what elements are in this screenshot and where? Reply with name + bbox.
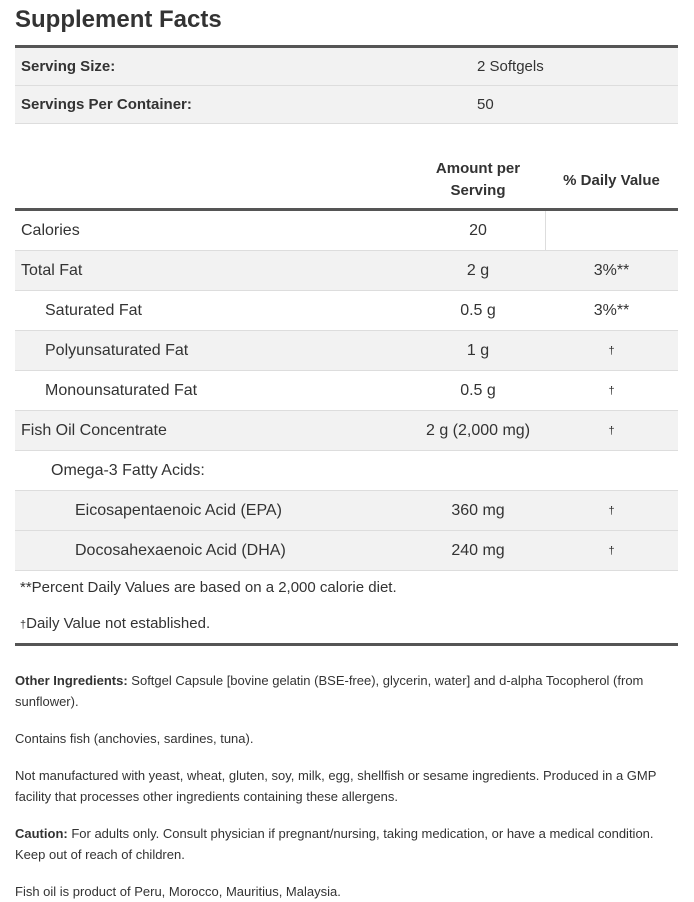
page-title: Supplement Facts — [15, 6, 222, 33]
nutrient-dv: † — [608, 544, 615, 557]
nutrient-name: Fish Oil Concentrate — [21, 421, 167, 439]
footnote-divider — [15, 643, 678, 646]
caution-label: Caution: — [15, 826, 68, 841]
other-ingredients-note — [15, 670, 678, 712]
serving-size-label: Serving Size: — [21, 58, 116, 75]
nutrient-dv — [545, 211, 679, 250]
other-ingredients-text: Softgel Capsule [bovine gelatin (BSE-free), glycerin, water] and d-alpha Tocopherol (from sunflower). — [15, 673, 644, 709]
nutrient-amount: 2 g (2,000 mg) — [425, 421, 531, 439]
nutrient-name: Omega-3 Fatty Acids: — [51, 461, 205, 479]
table-row — [15, 251, 678, 291]
percent-dv-footnote: **Percent Daily Values are based on a 2,000 calorie diet. — [20, 579, 397, 596]
nutrient-amount: 0.5 g — [460, 301, 496, 319]
dagger-footnote-text: Daily Value not established. — [26, 615, 211, 632]
nutrient-name: Docosahexaenoic Acid (DHA) — [75, 541, 286, 559]
nutrient-amount: 2 g — [466, 261, 490, 279]
nutrient-amount: 1 g — [466, 341, 490, 359]
nutrient-name: Saturated Fat — [45, 301, 142, 319]
table-header — [15, 152, 678, 208]
table-row — [15, 531, 678, 571]
allergens-note: Not manufactured with yeast, wheat, gluten, soy, milk, egg, shellfish or sesame ingredients. Produced in a GMP facility that processes other ingredients containing these allergens. — [15, 768, 657, 804]
origin-note: Fish oil is product of Peru, Morocco, Mauritius, Malaysia. — [15, 884, 341, 899]
nutrient-dv: † — [608, 384, 615, 397]
nutrient-amount: 360 mg — [451, 501, 505, 519]
table-row — [15, 211, 678, 251]
nutrient-name: Monounsaturated Fat — [45, 381, 198, 399]
serving-size-value: 2 Softgels — [477, 58, 544, 75]
serving-size-row — [15, 48, 678, 86]
servings-per-container-row — [15, 86, 678, 124]
amount-per-serving-header: Amount per Serving — [435, 160, 521, 199]
nutrient-amount: 20 — [469, 221, 487, 239]
nutrient-dv: † — [608, 424, 615, 437]
table-row — [15, 491, 678, 531]
nutrient-dv: 3%** — [593, 301, 630, 319]
table-row — [15, 371, 678, 411]
table-row — [15, 451, 678, 491]
table-row — [15, 291, 678, 331]
nutrient-name: Eicosapentaenoic Acid (EPA) — [75, 501, 282, 519]
nutrient-amount: 0.5 g — [460, 381, 496, 399]
nutrient-amount: 240 mg — [451, 541, 505, 559]
table-row — [15, 411, 678, 451]
dagger-symbol: † — [20, 619, 27, 631]
other-ingredients-label: Other Ingredients: — [15, 673, 128, 688]
contains-note: Contains fish (anchovies, sardines, tuna). — [15, 731, 254, 746]
nutrient-name: Total Fat — [21, 261, 83, 279]
servings-per-container-value: 50 — [477, 96, 494, 113]
nutrient-name: Polyunsaturated Fat — [45, 341, 189, 359]
caution-text: For adults only. Consult physician if pregnant/nursing, taking medication, or have a medical condition. Keep out of reach of children. — [15, 826, 654, 862]
nutrient-name: Calories — [21, 221, 80, 239]
daily-value-header: % Daily Value — [563, 171, 660, 189]
nutrient-dv: † — [608, 504, 615, 517]
caution-note — [15, 823, 678, 865]
nutrient-dv: † — [608, 344, 615, 357]
nutrient-dv: 3%** — [593, 261, 630, 279]
table-row — [15, 331, 678, 371]
dagger-footnote — [20, 615, 210, 632]
servings-per-container-label: Servings Per Container: — [21, 96, 192, 113]
